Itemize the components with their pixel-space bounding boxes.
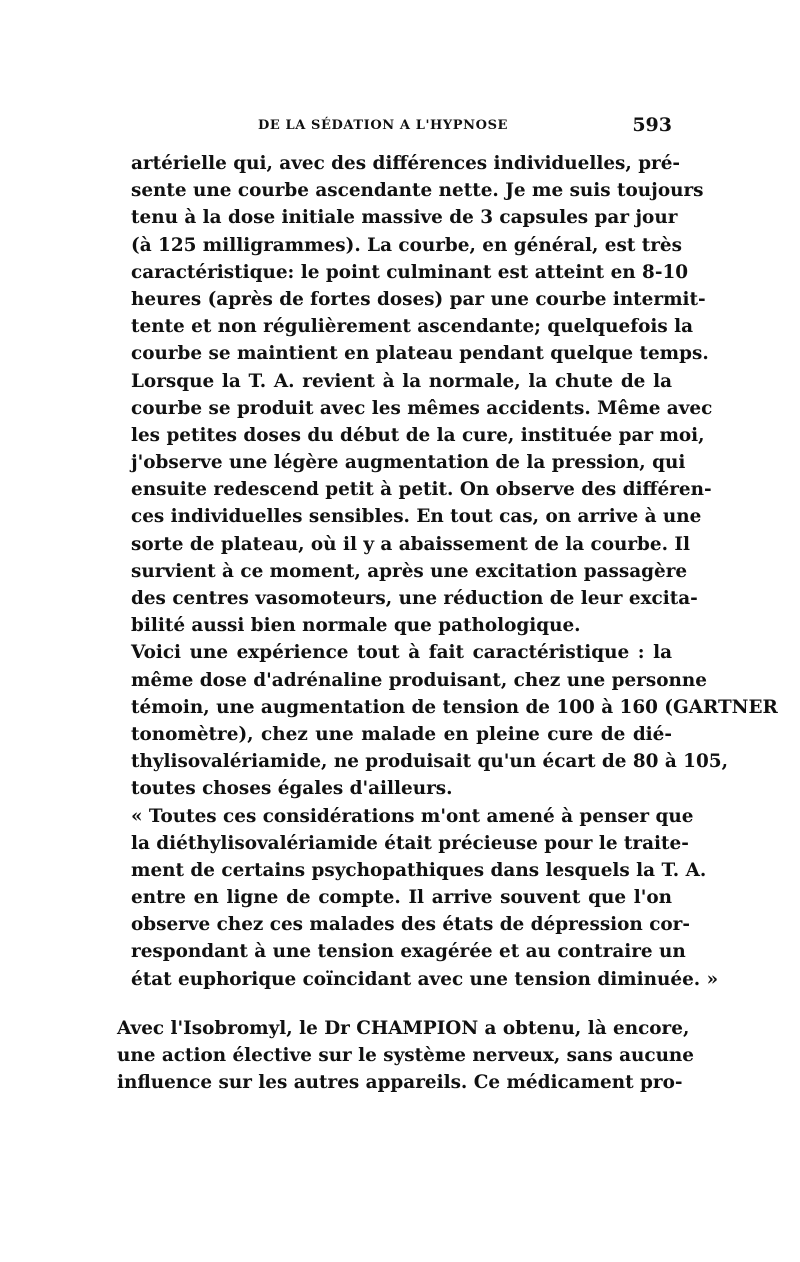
text-line: tenu à la dose initiale massive de 3 capsules par jour	[131, 207, 678, 229]
text-line: respondant à une tension exagérée et au contraire un	[131, 941, 686, 963]
text-line: toutes choses égales d'ailleurs.	[131, 778, 453, 800]
text-line: entre en ligne de compte. Il arrive souvent que l'on	[131, 887, 672, 909]
text-line: des centres vasomoteurs, une réduction de leur excita-	[131, 588, 698, 609]
text-line: ensuite redescend petit à petit. On observe des différen-	[131, 479, 712, 501]
text-line: Avec l'Isobromyl, le Dr CHAMPION a obtenu, là encore,	[117, 1018, 690, 1039]
text-line: Lorsque la T. A. revient à la normale, la chute de la	[131, 370, 672, 392]
running-title: DE LA SÉDATION A L'HYPNOSE	[258, 118, 509, 133]
second-text-block	[117, 1015, 695, 1097]
text-line: les petites doses du début de la cure, instituée par moi,	[131, 424, 705, 446]
text-line: même dose d'adrénaline produisant, chez une personne	[131, 669, 707, 691]
text-line: tente et non régulièrement ascendante; quelquefois la	[131, 316, 694, 338]
text-line: heures (après de fortes doses) par une courbe intermit-	[131, 288, 706, 310]
text-line: bilité aussi bien normale que pathologique.	[131, 615, 581, 637]
text-line: une action élective sur le système nerveux, sans aucune	[117, 1045, 695, 1067]
text-line: ment de certains psychopathiques dans lesquels la T. A.	[131, 859, 707, 881]
text-line: témoin, une augmentation de tension de 100 à 160 (GARTNER	[131, 696, 778, 718]
text-line: la diéthylisovalériamide était précieuse pour le traite-	[131, 832, 689, 854]
text-line: survient à ce moment, après une excitation passagère	[131, 560, 688, 582]
text-line: état euphorique coïncidant avec une tension diminuée. »	[131, 968, 719, 990]
text-line: artérielle qui, avec des différences individuelles, pré-	[131, 153, 681, 174]
text-line: courbe se maintient en plateau pendant quelque temps.	[131, 343, 709, 365]
text-line: « Toutes ces considérations m'ont amené à penser que	[131, 805, 694, 827]
text-line: influence sur les autres appareils. Ce médicament pro-	[117, 1072, 683, 1094]
text-line: caractéristique: le point culminant est atteint en 8-10	[131, 261, 689, 283]
text-line: thylisovalériamide, ne produisait qu'un écart de 80 à 105,	[131, 751, 728, 773]
text-line: j'observe une légère augmentation de la pression, qui	[131, 452, 686, 474]
text-line: sente une courbe ascendante nette. Je me suis toujours	[131, 180, 704, 202]
running-header	[130, 114, 672, 140]
text-line: courbe se produit avec les mêmes accidents. Même avec	[131, 397, 713, 419]
text-line: Voici une expérience tout à fait caractéristique : la	[131, 642, 672, 664]
page-number: 593	[632, 114, 672, 136]
text-line: (à 125 milligrammes). La courbe, en général, est très	[131, 234, 682, 256]
text-line: ces individuelles sensibles. En tout cas, on arrive à une	[131, 506, 702, 528]
text-line: sorte de plateau, où il y a abaissement de la courbe. Il	[131, 533, 691, 555]
main-text-block	[131, 150, 778, 993]
text-line: observe chez ces malades des états de dépression cor-	[131, 914, 690, 936]
text-line: tonomètre), chez une malade en pleine cure de dié-	[131, 723, 672, 745]
